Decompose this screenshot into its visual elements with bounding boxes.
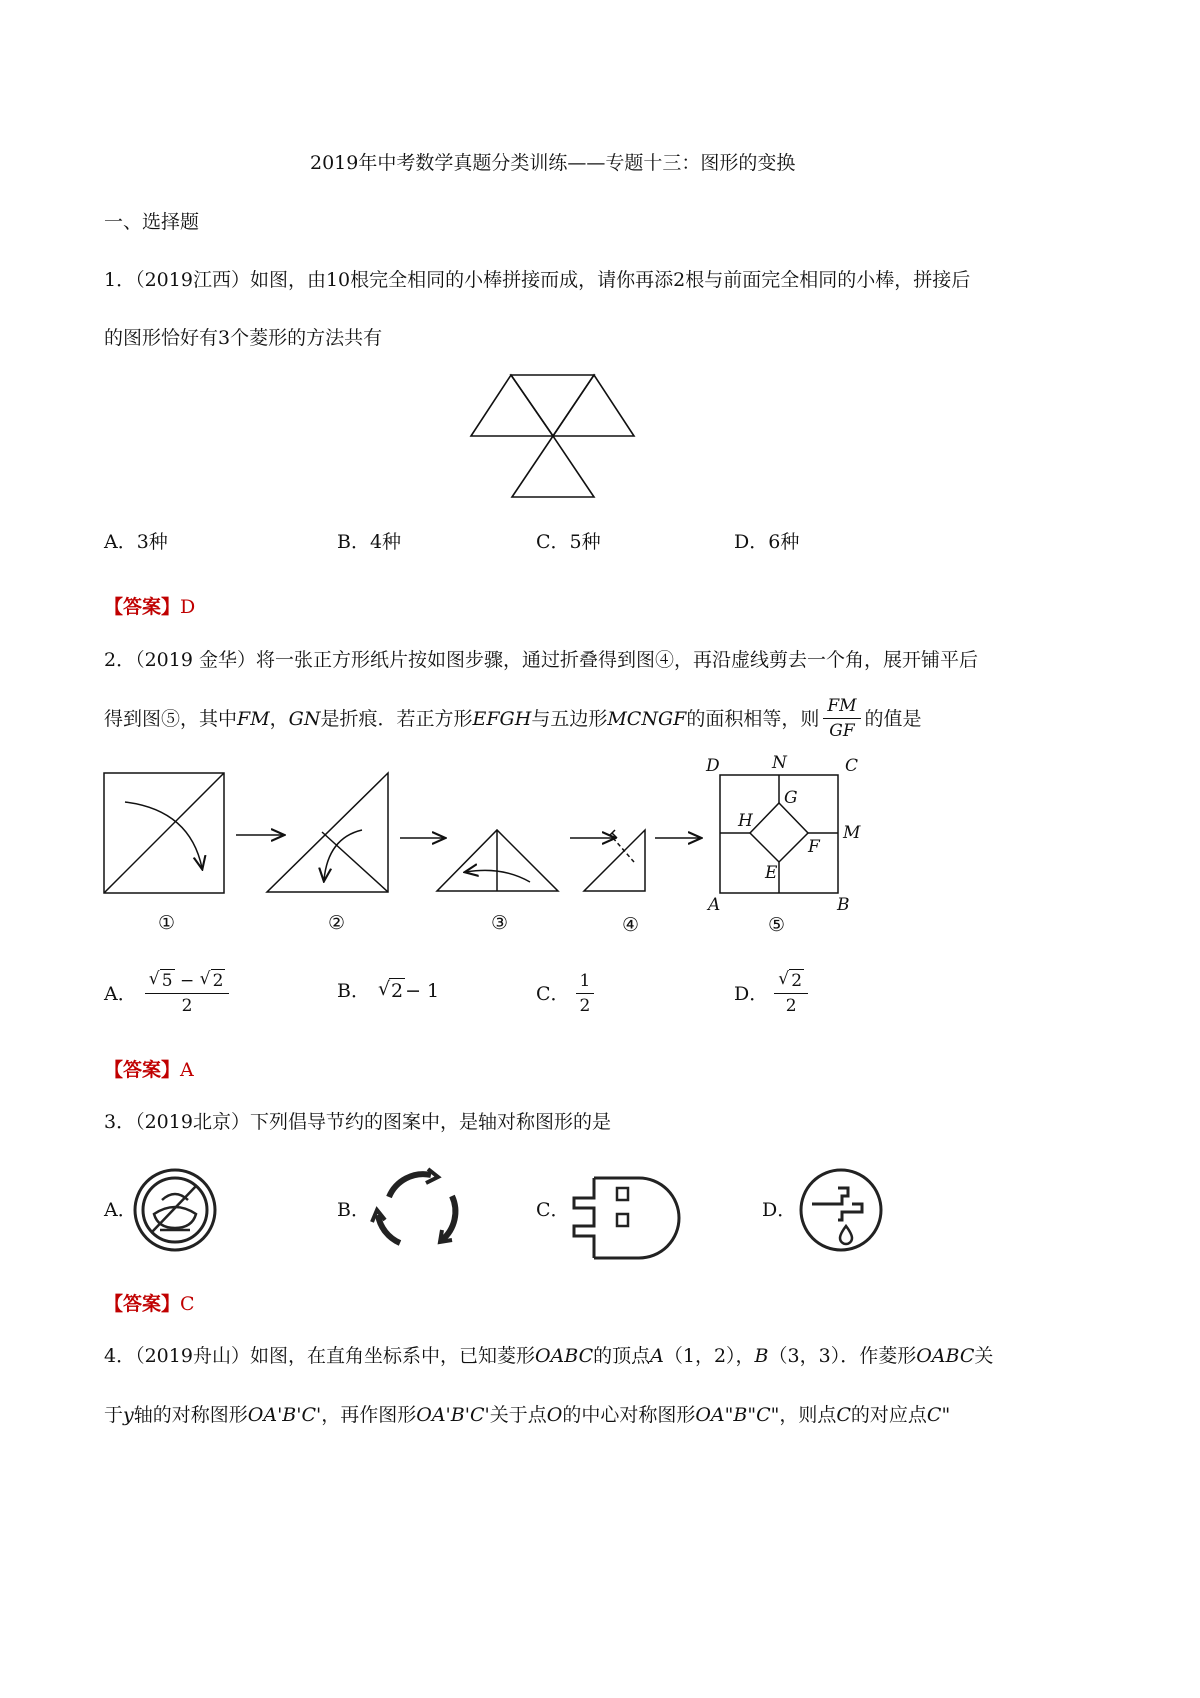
- section-heading: 一、选择题: [104, 211, 200, 233]
- q1-option-d[interactable]: D．6种: [734, 531, 800, 553]
- fig5-inner-square: [750, 803, 808, 862]
- fig2-fold-arrow: [324, 830, 362, 880]
- fig1-square: [104, 773, 224, 893]
- q4-text-line2: 于y轴的对称图形OA'B'C'，再作图形OA'B'C'关于点O的中心对称图形OA"B"C"，则点C的对应点C": [104, 1404, 951, 1426]
- fig4-scissors-mark: [609, 830, 617, 838]
- fig4-triangle: [584, 830, 645, 891]
- fig3-fold-arrow: [466, 870, 530, 882]
- point-label-f: F: [808, 837, 820, 857]
- fig2-label: ②: [328, 912, 346, 934]
- point-label-c: C: [845, 756, 859, 776]
- q3-option-d-label[interactable]: D．: [762, 1199, 797, 1221]
- fig3-triangle: [437, 830, 558, 891]
- fig3-label: ③: [491, 912, 509, 934]
- q1-text-line2: 的图形恰好有3个菱形的方法共有: [104, 327, 383, 349]
- fig5-label: ⑤: [768, 914, 786, 936]
- q2-text-line1: 2．（2019 金华）将一张正方形纸片按如图步骤，通过折叠得到图④，再沿虚线剪去一个角，展开铺平后: [104, 649, 978, 671]
- fig1-label: ①: [158, 912, 176, 934]
- point-label-b: B: [837, 895, 850, 915]
- point-label-g: G: [784, 788, 798, 808]
- fig1-diagonal: [104, 773, 224, 893]
- q3-symbol-b-icon: [372, 1169, 455, 1243]
- q1-answer: 【答案】D: [104, 596, 196, 618]
- q3-answer: 【答案】C: [104, 1293, 195, 1315]
- point-label-a: A: [708, 895, 721, 915]
- point-label-d: D: [706, 756, 720, 776]
- q3-option-a-label[interactable]: A．: [104, 1199, 137, 1221]
- q2-option-a[interactable]: A． √ $\frac{5 - √ 2}{2}$: [104, 966, 229, 1022]
- q4-text-line1: 4．（2019舟山）如图，在直角坐标系中，已知菱形OABC的顶点A（1，2），B（3，3）．作菱形OABC关: [104, 1345, 994, 1367]
- fig4-label: ④: [622, 914, 640, 936]
- page-title: 2019年中考数学真题分类训练——专题十三：图形的变换: [310, 152, 796, 174]
- fig2-crease: [322, 832, 388, 892]
- q2-fraction-fm-gf: $\frac{FM}{GF}$: [823, 698, 860, 740]
- q2-option-c[interactable]: C． $\frac{1}{2}$: [536, 966, 594, 1022]
- fig1-fold-arrow: [125, 802, 202, 868]
- q1-triangle-right: [553, 375, 634, 436]
- q1-option-c[interactable]: C．5种: [536, 531, 601, 553]
- q3-symbol-d-icon: [801, 1170, 881, 1250]
- q2-text-line2: 得到图⑤，其中 FM ， GN 是折痕．若正方形 EFGH 与五边形 MCNGF 的面积相等，则 $\frac{FM}{GF}$ 的值是: [104, 696, 922, 741]
- point-label-e: E: [765, 863, 778, 883]
- q1-option-b[interactable]: B．4种: [337, 531, 402, 553]
- q1-text-line1: 1．（2019江西）如图，由10根完全相同的小棒拼接而成，请你再添2根与前面完全相同的小棒，拼接后: [104, 269, 971, 291]
- q3-option-c-label[interactable]: C．: [536, 1199, 570, 1221]
- q1-triangle-top: [511, 375, 594, 436]
- q3-symbol-c-icon: [574, 1178, 679, 1258]
- fig5-square: [720, 775, 838, 893]
- point-label-h: H: [738, 811, 753, 831]
- q2-option-d[interactable]: D． √ $\frac{2}{2}$: [734, 966, 808, 1022]
- q2-option-b[interactable]: B． √ 2 − 1: [337, 982, 439, 1001]
- fig2-triangle: [267, 773, 388, 892]
- q1-option-a[interactable]: A．3种: [104, 531, 168, 553]
- q2-answer: 【答案】A: [104, 1059, 194, 1081]
- q3-option-b-label[interactable]: B．: [337, 1199, 370, 1221]
- q3-symbol-a-icon: [135, 1170, 215, 1250]
- q3-text-line1: 3．（2019北京）下列倡导节约的图案中，是轴对称图形的是: [104, 1111, 611, 1133]
- fig4-cut-line: [613, 838, 634, 862]
- q1-triangle-bottom: [512, 436, 594, 497]
- point-label-m: M: [843, 823, 861, 843]
- q1-triangle-left: [471, 375, 553, 436]
- point-label-n: N: [772, 753, 787, 773]
